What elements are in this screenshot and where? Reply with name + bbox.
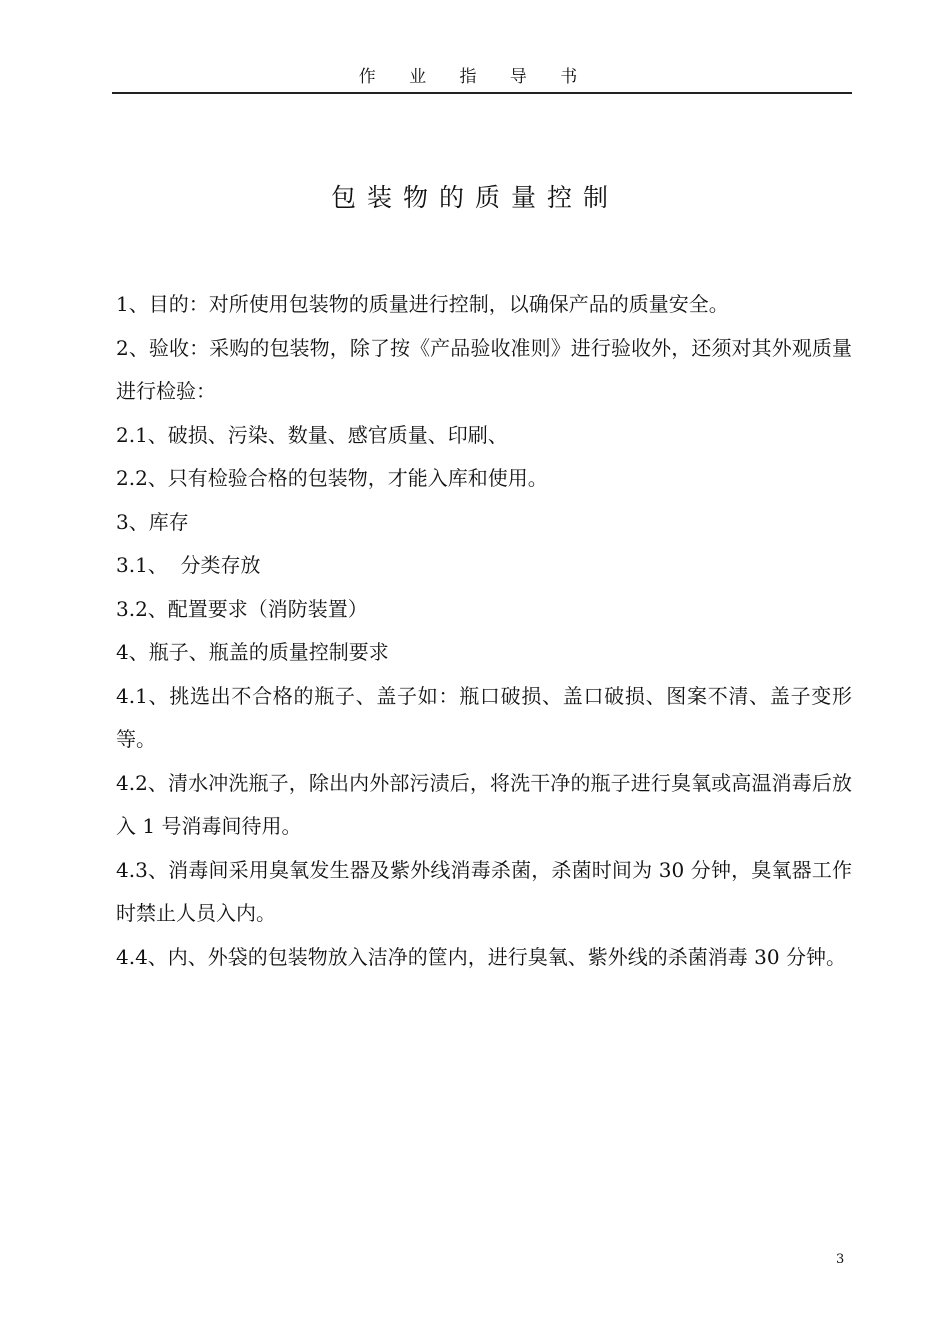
- paragraph-4-3: 4.3、消毒间采用臭氧发生器及紫外线消毒杀菌，杀菌时间为 30 分钟，臭氧器工作时禁止人员入内。: [116, 857, 852, 925]
- paragraph-purpose: 1、目的：对所使用包装物的质量进行控制，以确保产品的质量安全。: [116, 292, 729, 316]
- paragraph-4-2: 4.2、清水冲洗瓶子，除出内外部污渍后，将洗干净的瓶子进行臭氧或高温消毒后放入 1 号消毒间待用。: [116, 770, 852, 838]
- page-number: 3: [836, 1252, 845, 1267]
- paragraph-4-1: 4.1、挑选出不合格的瓶子、盖子如：瓶口破损、盖口破损、图案不清、盖子变形等。: [116, 683, 852, 751]
- paragraph-2-2: 2.2、只有检验合格的包装物，才能入库和使用。: [116, 466, 548, 490]
- paragraph-3-1: 3.1、 分类存放: [116, 553, 261, 577]
- paragraph-3-2: 3.2、配置要求（消防装置）: [116, 596, 368, 621]
- header-title: 作 业 指 导 书: [358, 67, 592, 87]
- paragraph-2-1: 2.1、破损、污染、数量、感官质量、印刷、: [116, 422, 508, 447]
- paragraph-acceptance: 2、验收：采购的包装物，除了按《产品验收准则》进行验收外，还须对其外观质量进行检验：: [116, 335, 852, 403]
- header-divider: [112, 92, 852, 94]
- paragraph-bottle-requirements: 4、瓶子、瓶盖的质量控制要求: [116, 640, 389, 664]
- paragraph-4-4: 4.4、内、外袋的包装物放入洁净的筐内，进行臭氧、紫外线的杀菌消毒 30 分钟。: [116, 944, 846, 969]
- document-body: [116, 283, 852, 979]
- paragraph-storage: 3、库存: [116, 509, 189, 534]
- document-title: 包装物的质量控制: [330, 183, 619, 212]
